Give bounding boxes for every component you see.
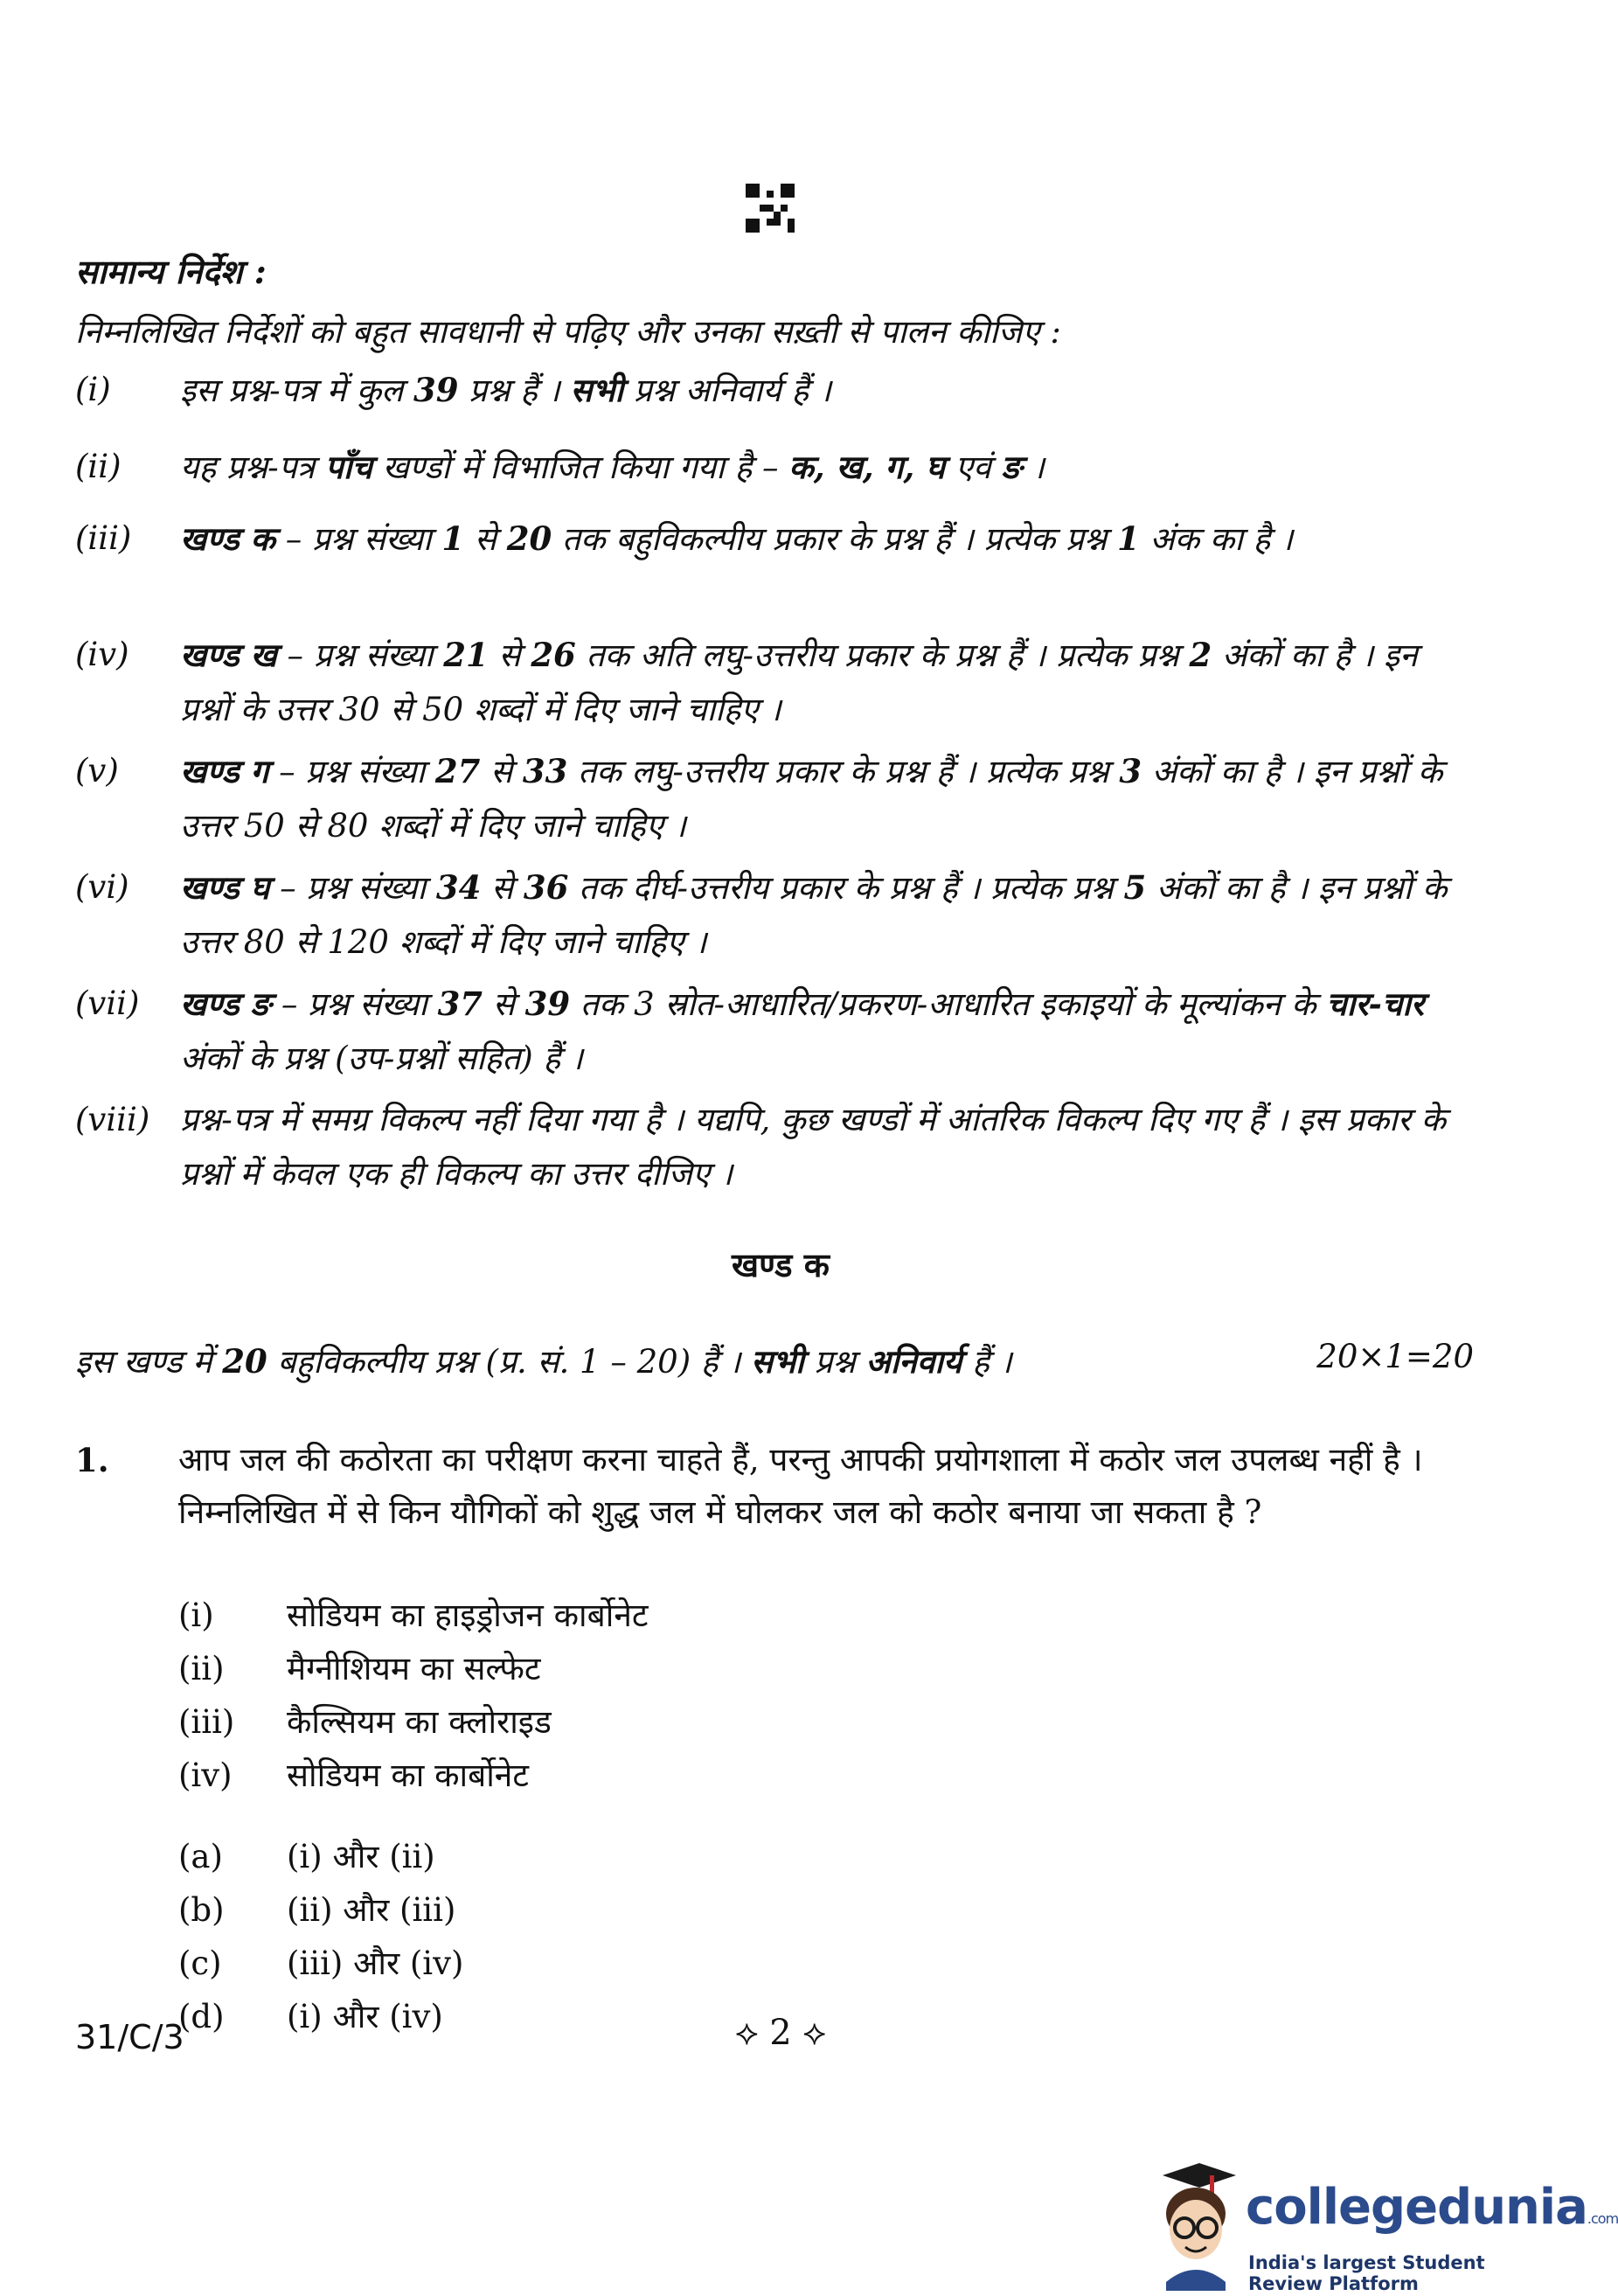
- instruction-item: [75, 977, 1474, 1086]
- section-note: इस खण्ड में 20 बहुविकल्पीय प्रश्न (प्र. सं. 1 – 20) हैं । सभी प्रश्न अनिवार्य हैं । 20×1=20: [75, 1338, 1474, 1381]
- instructions-intro: निम्नलिखित निर्देशों को बहुत सावधानी से पढ़िए और उनका सख़्ती से पालन कीजिए :: [75, 313, 1061, 351]
- compound-item: (iii) कैल्सियम का क्लोराइड: [178, 1703, 552, 1741]
- decor-icon: ⟡: [802, 2013, 826, 2053]
- paper-code: 31/C/3: [75, 2018, 184, 2056]
- general-instructions-heading: सामान्य निर्देश :: [75, 252, 267, 291]
- section-title: खण्ड क: [732, 1245, 830, 1284]
- instruction-item: [75, 628, 1474, 737]
- instruction-item: [75, 363, 1474, 418]
- decor-icon: ⟡: [735, 2013, 759, 2053]
- instruction-item: [75, 744, 1474, 853]
- question-number: 1.: [75, 1441, 109, 1479]
- instruction-text: खण्ड ख – प्रश्न संख्या 21 से 26 तक अति लघु-उत्तरीय प्रकार के प्रश्न हैं । प्रत्येक प्रश्न 2 अंकों का है । इन प्रश्नों के उत्तर 30 से 50 शब्दों में दिए जाने चाहिए ।: [180, 636, 1418, 728]
- brand-name: collegedunia.com: [1246, 2179, 1618, 2236]
- instruction-text: इस प्रश्न-पत्र में कुल 39 प्रश्न हैं । सभी प्रश्न अनिवार्य हैं ।: [180, 371, 831, 409]
- brand-tagline: India's largest Student Review Platform: [1248, 2252, 1485, 2294]
- compound-item: (iv) सोडियम का कार्बोनेट: [178, 1757, 529, 1794]
- instruction-item: [75, 511, 1474, 567]
- instruction-number: (ii): [75, 448, 122, 485]
- instruction-number: (viii): [75, 1101, 150, 1138]
- instruction-number: (iv): [75, 636, 129, 673]
- instruction-number: (iii): [75, 519, 132, 557]
- page-number: ⟡ 2 ⟡: [735, 2013, 826, 2053]
- student-mascot-icon: [1145, 2160, 1246, 2291]
- instruction-text: खण्ड घ – प्रश्न संख्या 34 से 36 तक दीर्घ-उत्तरीय प्रकार के प्रश्न हैं । प्रत्येक प्रश्न 5 अंकों का है । इन प्रश्नों के उत्तर 80 से 120 शब्दों में दिए जाने चाहिए ।: [180, 868, 1448, 961]
- instruction-text: यह प्रश्न-पत्र पाँच खण्डों में विभाजित किया गया है – क, ख, ग, घ एवं ङ ।: [180, 448, 1045, 486]
- instruction-text: प्रश्न-पत्र में समग्र विकल्प नहीं दिया गया है । यद्यपि, कुछ खण्डों में आंतरिक विकल्प दिए गए हैं । इस प्रकार के प्रश्नों में केवल एक ही विकल्प का उत्तर दीजिए ।: [180, 1101, 1447, 1193]
- answer-option: (d) (i) और (iv): [178, 1998, 443, 2035]
- question-text: आप जल की कठोरता का परीक्षण करना चाहते हैं, परन्तु आपकी प्रयोगशाला में कठोर जल उपलब्ध नहीं है । निम्नलिखित में से किन यौगिकों को शुद्ध जल में घोलकर जल को कठोर बनाया जा सकता है ?: [178, 1441, 1423, 1531]
- instruction-number: (vii): [75, 984, 140, 1022]
- instruction-text: खण्ड ङ – प्रश्न संख्या 37 से 39 तक 3 स्रोत-आधारित/प्रकरण-आधारित इकाइयों के मूल्यांकन के चार-चार अंकों के प्रश्न (उप-प्रश्नों सहित) हैं ।: [180, 984, 1425, 1077]
- instruction-item: [75, 1093, 1474, 1201]
- compound-item: (ii) मैग्नीशियम का सल्फेट: [178, 1650, 541, 1687]
- instruction-number: (i): [75, 371, 111, 408]
- section-marks: 20×1=20: [1316, 1338, 1474, 1375]
- instruction-number: (vi): [75, 868, 129, 906]
- instruction-number: (v): [75, 752, 119, 790]
- answer-option: (a) (i) और (ii): [178, 1838, 435, 1875]
- compound-item: (i) सोडियम का हाइड्रोजन कार्बोनेट: [178, 1597, 649, 1634]
- instruction-text: खण्ड क – प्रश्न संख्या 1 से 20 तक बहुविकल्पीय प्रकार के प्रश्न हैं । प्रत्येक प्रश्न 1 अंक का है ।: [180, 519, 1294, 558]
- answer-option: (b) (ii) और (iii): [178, 1891, 456, 1929]
- instruction-item: [75, 440, 1474, 495]
- qr-code-icon: [746, 184, 795, 233]
- instruction-text: खण्ड ग – प्रश्न संख्या 27 से 33 तक लघु-उत्तरीय प्रकार के प्रश्न हैं । प्रत्येक प्रश्न 3 अंकों का है । इन प्रश्नों के उत्तर 50 से 80 शब्दों में दिए जाने चाहिए ।: [180, 752, 1443, 845]
- instruction-item: [75, 860, 1474, 970]
- question-1: [75, 1434, 1474, 1539]
- answer-option: (c) (iii) और (iv): [178, 1945, 464, 1982]
- brand-logo: [1145, 2160, 1618, 2294]
